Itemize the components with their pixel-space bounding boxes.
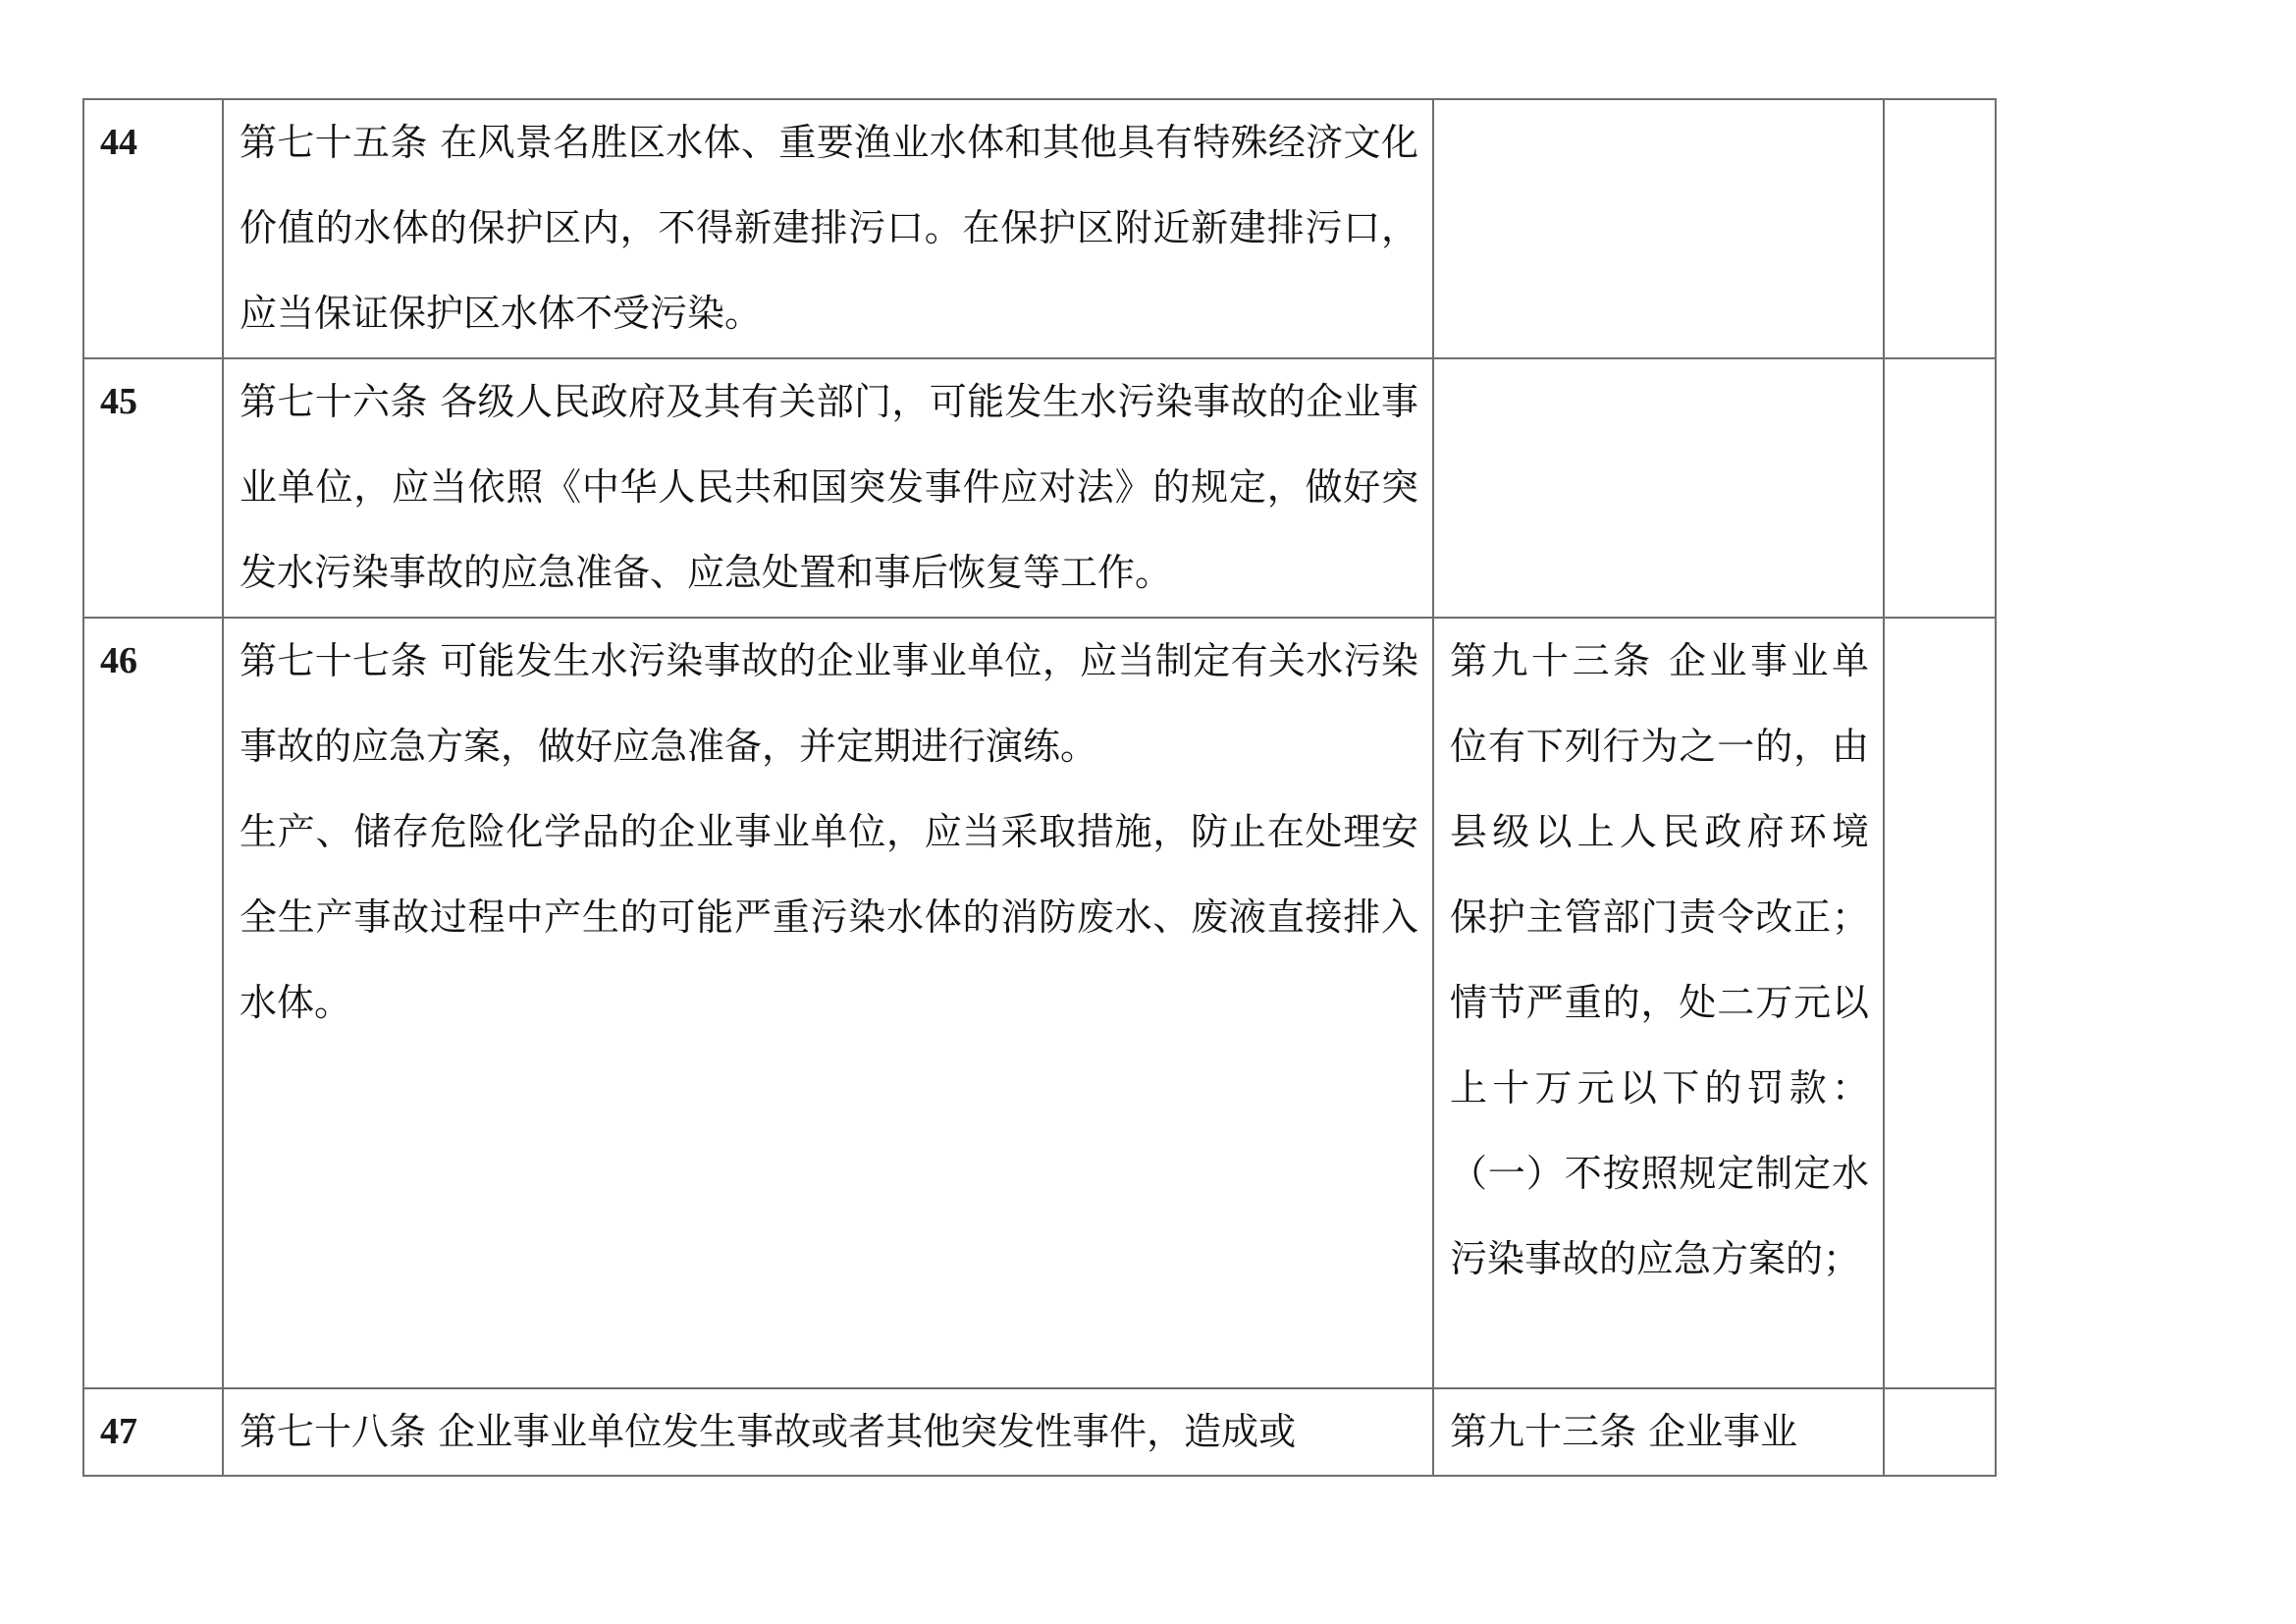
article-paragraph: 第七十七条 可能发生水污染事故的企业事业单位，应当制定有关水污染事故的应急方案，做好应急准备，并定期进行演练。 [240, 639, 1418, 768]
row-number: 47 [83, 1388, 223, 1476]
penalty-text [1433, 358, 1884, 618]
article-paragraph: 生产、储存危险化学品的企业事业单位，应当采取措施，防止在处理安全生产事故过程中产生的可能严重污染水体的消防废水、废液直接排入水体。 [240, 810, 1418, 1024]
article-paragraph: 第七十六条 各级人民政府及其有关部门，可能发生水污染事故的企业事业单位，应当依照《中华人民共和国突发事件应对法》的规定，做好突发水污染事故的应急准备、应急处置和事后恢复等工作。 [240, 380, 1418, 594]
table-row [83, 358, 1996, 618]
article-paragraph: 第七十八条 企业事业单位发生事故或者其他突发性事件，造成或 [240, 1410, 1297, 1453]
article-text [223, 1388, 1433, 1476]
table-row [83, 99, 1996, 358]
penalty-text [1433, 99, 1884, 358]
note-cell [1884, 358, 1996, 618]
row-number: 46 [83, 618, 223, 1388]
table-row [83, 618, 1996, 1388]
article-paragraph: 第七十五条 在风景名胜区水体、重要渔业水体和其他具有特殊经济文化价值的水体的保护区内，不得新建排污口。在保护区附近新建排污口，应当保证保护区水体不受污染。 [240, 121, 1418, 335]
regulation-comparison-table [82, 98, 1997, 1477]
note-cell [1884, 1388, 1996, 1476]
article-text [223, 618, 1433, 1388]
row-number: 44 [83, 99, 223, 358]
penalty-text: 第九十三条 企业事业 [1433, 1388, 1884, 1476]
penalty-text: 第九十三条 企业事业单位有下列行为之一的，由县级以上人民政府环境 保护主管部门责令改正；情节严重的，处二万元以上十万元以下的罚款：（一）不按照规定制定水污染事故的应急方案的； [1433, 618, 1884, 1388]
article-text [223, 358, 1433, 618]
table-row [83, 1388, 1996, 1476]
article-text [223, 99, 1433, 358]
note-cell [1884, 99, 1996, 358]
note-cell [1884, 618, 1996, 1388]
row-number: 45 [83, 358, 223, 618]
